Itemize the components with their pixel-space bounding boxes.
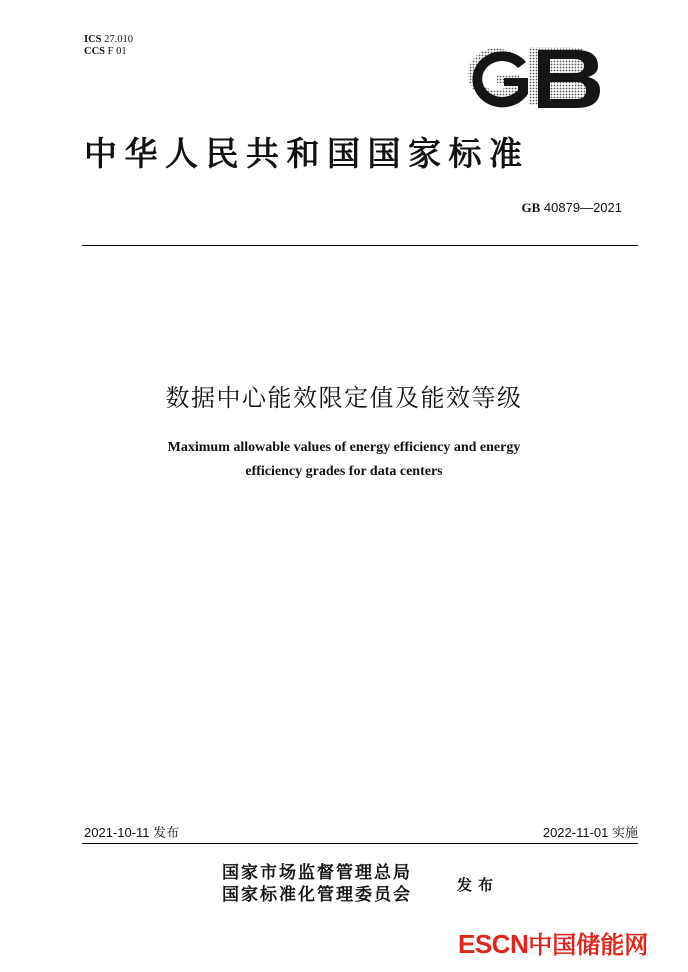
top-divider <box>82 245 638 246</box>
issue-date: 2021-10-11 发布 <box>84 825 180 840</box>
standard-number: GB 40879—2021 <box>521 200 622 215</box>
issuer-samr: 国家市场监督管理总局 <box>222 863 412 883</box>
issuing-authorities <box>222 862 412 906</box>
bottom-divider <box>82 843 638 844</box>
implementation-date: 2022-11-01 实施 <box>542 825 638 840</box>
escn-watermark <box>458 925 648 960</box>
watermark-latin: ESCN <box>458 929 529 959</box>
english-title-line-1: Maximum allowable values of energy efficiency and energy <box>167 440 521 455</box>
ccs-code: CCS F 01 <box>84 46 127 57</box>
classification-codes <box>84 34 133 58</box>
gb-logo-mark <box>462 42 602 112</box>
english-title-line-2: efficiency grades for data centers <box>245 464 443 479</box>
publish-label: 发布 <box>457 876 500 894</box>
watermark-chinese: 中国储能网 <box>528 931 649 959</box>
document-title-chinese: 数据中心能效限定值及能效等级 <box>165 384 523 412</box>
ics-code: ICS 27.010 <box>84 34 134 45</box>
issuer-sac: 国家标准化管理委员会 <box>222 885 412 905</box>
document-title-english <box>0 436 688 484</box>
gb-logo <box>462 42 602 112</box>
national-standard-title: 中华人民共和国国家标准 <box>84 134 530 173</box>
